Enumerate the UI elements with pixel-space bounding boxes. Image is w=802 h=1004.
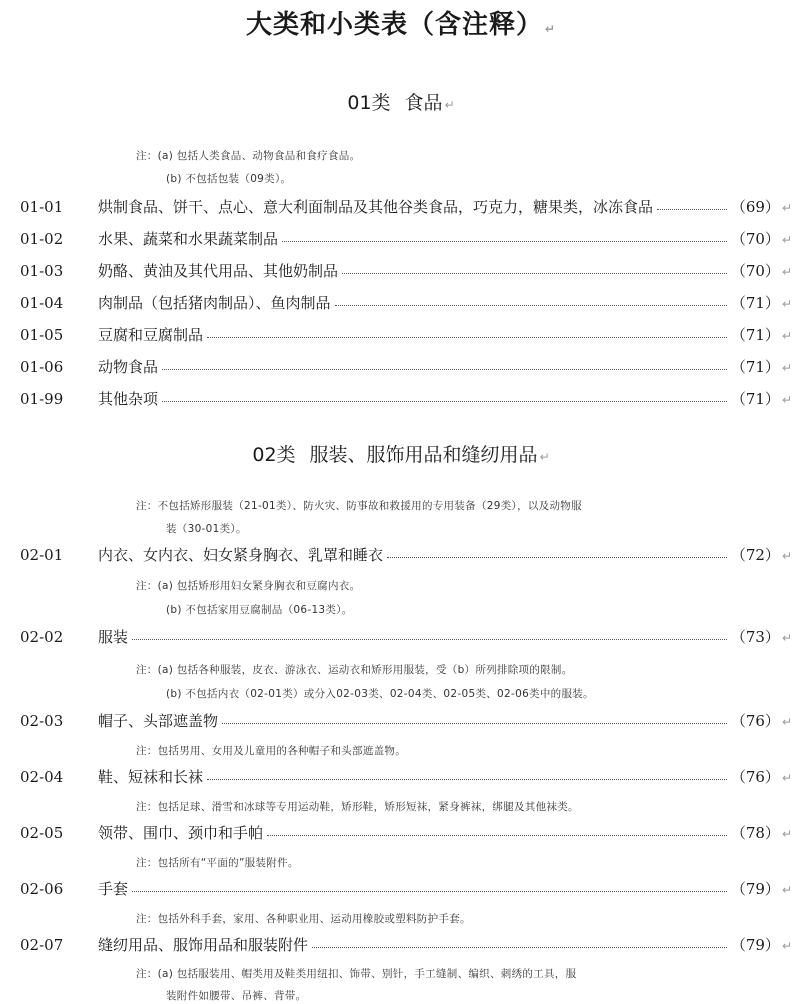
leader-dots <box>162 387 727 402</box>
leader-dots <box>207 765 727 780</box>
entry-page: （71） <box>730 358 780 376</box>
section-heading-01: 01类 食品 ↵ <box>347 92 455 114</box>
paragraph-mark-icon: ↵ <box>544 22 557 36</box>
entry-name: 动物食品 <box>98 358 159 376</box>
toc-entry-01-04[interactable] <box>0 292 802 318</box>
entry-note: (b) 不包括家用豆腐制品（06-13类）。 <box>166 604 353 616</box>
entry-page: （71） <box>730 326 780 344</box>
entry-page: （70） <box>730 230 780 248</box>
paragraph-mark-icon: ↵ <box>781 715 792 729</box>
entry-note: 注：包括外科手套，家用、各种职业用、运动用橡胶或塑料防护手套。 <box>136 913 471 925</box>
entry-code: 01-03 <box>20 262 64 280</box>
paragraph-mark-icon: ↵ <box>781 631 792 645</box>
paragraph-mark-icon: ↵ <box>781 939 792 953</box>
toc-entry-01-02[interactable] <box>0 228 802 254</box>
paragraph-mark-icon: ↵ <box>539 450 550 464</box>
toc-entry-01-03[interactable] <box>0 260 802 286</box>
toc-entry-01-06[interactable] <box>0 356 802 382</box>
entry-name: 手套 <box>98 880 129 898</box>
entry-name: 鞋、短袜和长袜 <box>98 768 204 786</box>
paragraph-mark-icon: ↵ <box>781 393 792 407</box>
entry-name: 领带、围巾、颈巾和手帕 <box>98 824 264 842</box>
leader-dots <box>207 323 727 338</box>
entry-page: （70） <box>730 262 780 280</box>
entry-name: 帽子、头部遮盖物 <box>98 712 219 730</box>
toc-entry-02-02[interactable] <box>0 626 802 652</box>
entry-note: 注：包括男用、女用及儿童用的各种帽子和头部遮盖物。 <box>136 745 406 757</box>
toc-entry-01-01[interactable] <box>0 196 802 222</box>
entry-page: （72） <box>730 546 780 564</box>
entry-name: 豆腐和豆腐制品 <box>98 326 204 344</box>
toc-entry-01-99[interactable] <box>0 388 802 414</box>
entry-name: 水果、蔬菜和水果蔬菜制品 <box>98 230 279 248</box>
paragraph-mark-icon: ↵ <box>781 233 792 247</box>
leader-dots <box>335 291 727 306</box>
entry-page: （71） <box>730 390 780 408</box>
leader-dots <box>657 195 727 210</box>
entry-code: 01-05 <box>20 326 64 344</box>
entry-note: 注：(a) 包括矫形用妇女紧身胸衣和豆腐内衣。 <box>136 580 361 592</box>
leader-dots <box>312 933 727 948</box>
entry-code: 02-06 <box>20 880 64 898</box>
entry-code: 02-04 <box>20 768 64 786</box>
entry-page: （73） <box>730 628 780 646</box>
entry-page: （79） <box>730 880 780 898</box>
toc-entry-02-06[interactable] <box>0 878 802 904</box>
toc-entry-02-01[interactable] <box>0 544 802 570</box>
entry-code: 02-02 <box>20 628 64 646</box>
leader-dots <box>162 355 727 370</box>
leader-dots <box>282 227 727 242</box>
section-note: 注：不包括矫形服装（21-01类）、防火灾、防事故和救援用的专用装备（29类），以及动物服 <box>136 500 582 512</box>
toc-entry-02-05[interactable] <box>0 822 802 848</box>
toc-entry-02-03[interactable] <box>0 710 802 736</box>
paragraph-mark-icon: ↵ <box>781 329 792 343</box>
entry-name: 其他杂项 <box>98 390 159 408</box>
leader-dots <box>267 821 727 836</box>
entry-page: （76） <box>730 768 780 786</box>
entry-note: (b) 不包括内衣（02-01类）或分入02-03类、02-04类、02-05类、02-06类中的服装。 <box>166 688 594 700</box>
paragraph-mark-icon: ↵ <box>781 771 792 785</box>
paragraph-mark-icon: ↵ <box>781 361 792 375</box>
page-title: 大类和小类表（含注释） ↵ <box>245 10 557 40</box>
entry-note: 注：包括所有“平面的”服装附件。 <box>136 857 299 869</box>
paragraph-mark-icon: ↵ <box>781 297 792 311</box>
paragraph-mark-icon: ↵ <box>781 549 792 563</box>
entry-name: 烘制食品、饼干、点心、意大利面制品及其他谷类食品，巧克力，糖果类，冰冻食品 <box>98 198 654 216</box>
entry-page: （76） <box>730 712 780 730</box>
entry-name: 肉制品（包括猪肉制品）、鱼肉制品 <box>98 294 331 312</box>
leader-dots <box>132 625 727 640</box>
entry-code: 01-01 <box>20 198 64 216</box>
entry-note: 注：(a) 包括各种服装，皮衣、游泳衣、运动衣和矫形用服装，受（b）所列排除项的限制。 <box>136 664 573 676</box>
entry-name: 服装 <box>98 628 129 646</box>
leader-dots <box>342 259 727 274</box>
entry-page: （71） <box>730 294 780 312</box>
section-note: (b) 不包括包装（09类）。 <box>166 173 292 185</box>
entry-code: 02-05 <box>20 824 64 842</box>
toc-entry-01-05[interactable] <box>0 324 802 350</box>
entry-name: 奶酪、黄油及其代用品、其他奶制品 <box>98 262 339 280</box>
entry-code: 01-02 <box>20 230 64 248</box>
entry-code: 02-03 <box>20 712 64 730</box>
section-note: 注：(a) 包括人类食品、动物食品和食疗食品。 <box>136 150 361 162</box>
leader-dots <box>132 877 727 892</box>
entry-code: 01-99 <box>20 390 64 408</box>
toc-entry-02-04[interactable] <box>0 766 802 792</box>
paragraph-mark-icon: ↵ <box>781 883 792 897</box>
leader-dots <box>222 709 727 724</box>
entry-code: 02-01 <box>20 546 64 564</box>
entry-page: （79） <box>730 936 780 954</box>
leader-dots <box>387 543 727 558</box>
entry-name: 缝纫用品、服饰用品和服装附件 <box>98 936 309 954</box>
entry-note: 注：(a) 包括服装用、帽类用及鞋类用纽扣、饰带、别针，手工缝制、编织、刺绣的工具，服 <box>136 968 577 980</box>
paragraph-mark-icon: ↵ <box>781 827 792 841</box>
section-note: 装（30-01类）。 <box>166 523 247 535</box>
entry-code: 02-07 <box>20 936 64 954</box>
entry-code: 01-04 <box>20 294 64 312</box>
entry-code: 01-06 <box>20 358 64 376</box>
paragraph-mark-icon: ↵ <box>781 201 792 215</box>
paragraph-mark-icon: ↵ <box>444 98 455 112</box>
section-heading-02: 02类 服装、服饰用品和缝纫用品 ↵ <box>252 444 550 466</box>
toc-entry-02-07[interactable] <box>0 934 802 960</box>
entry-page: （78） <box>730 824 780 842</box>
entry-note: 装附件如腰带、吊裤、背带。 <box>166 990 307 1002</box>
entry-note: 注：包括足球、滑雪和冰球等专用运动鞋，矫形鞋，矫形短袜，紧身裤袜，绑腿及其他袜类。 <box>136 801 579 813</box>
entry-name: 内衣、女内衣、妇女紧身胸衣、乳罩和睡衣 <box>98 546 384 564</box>
entry-page: （69） <box>730 198 780 216</box>
paragraph-mark-icon: ↵ <box>781 265 792 279</box>
